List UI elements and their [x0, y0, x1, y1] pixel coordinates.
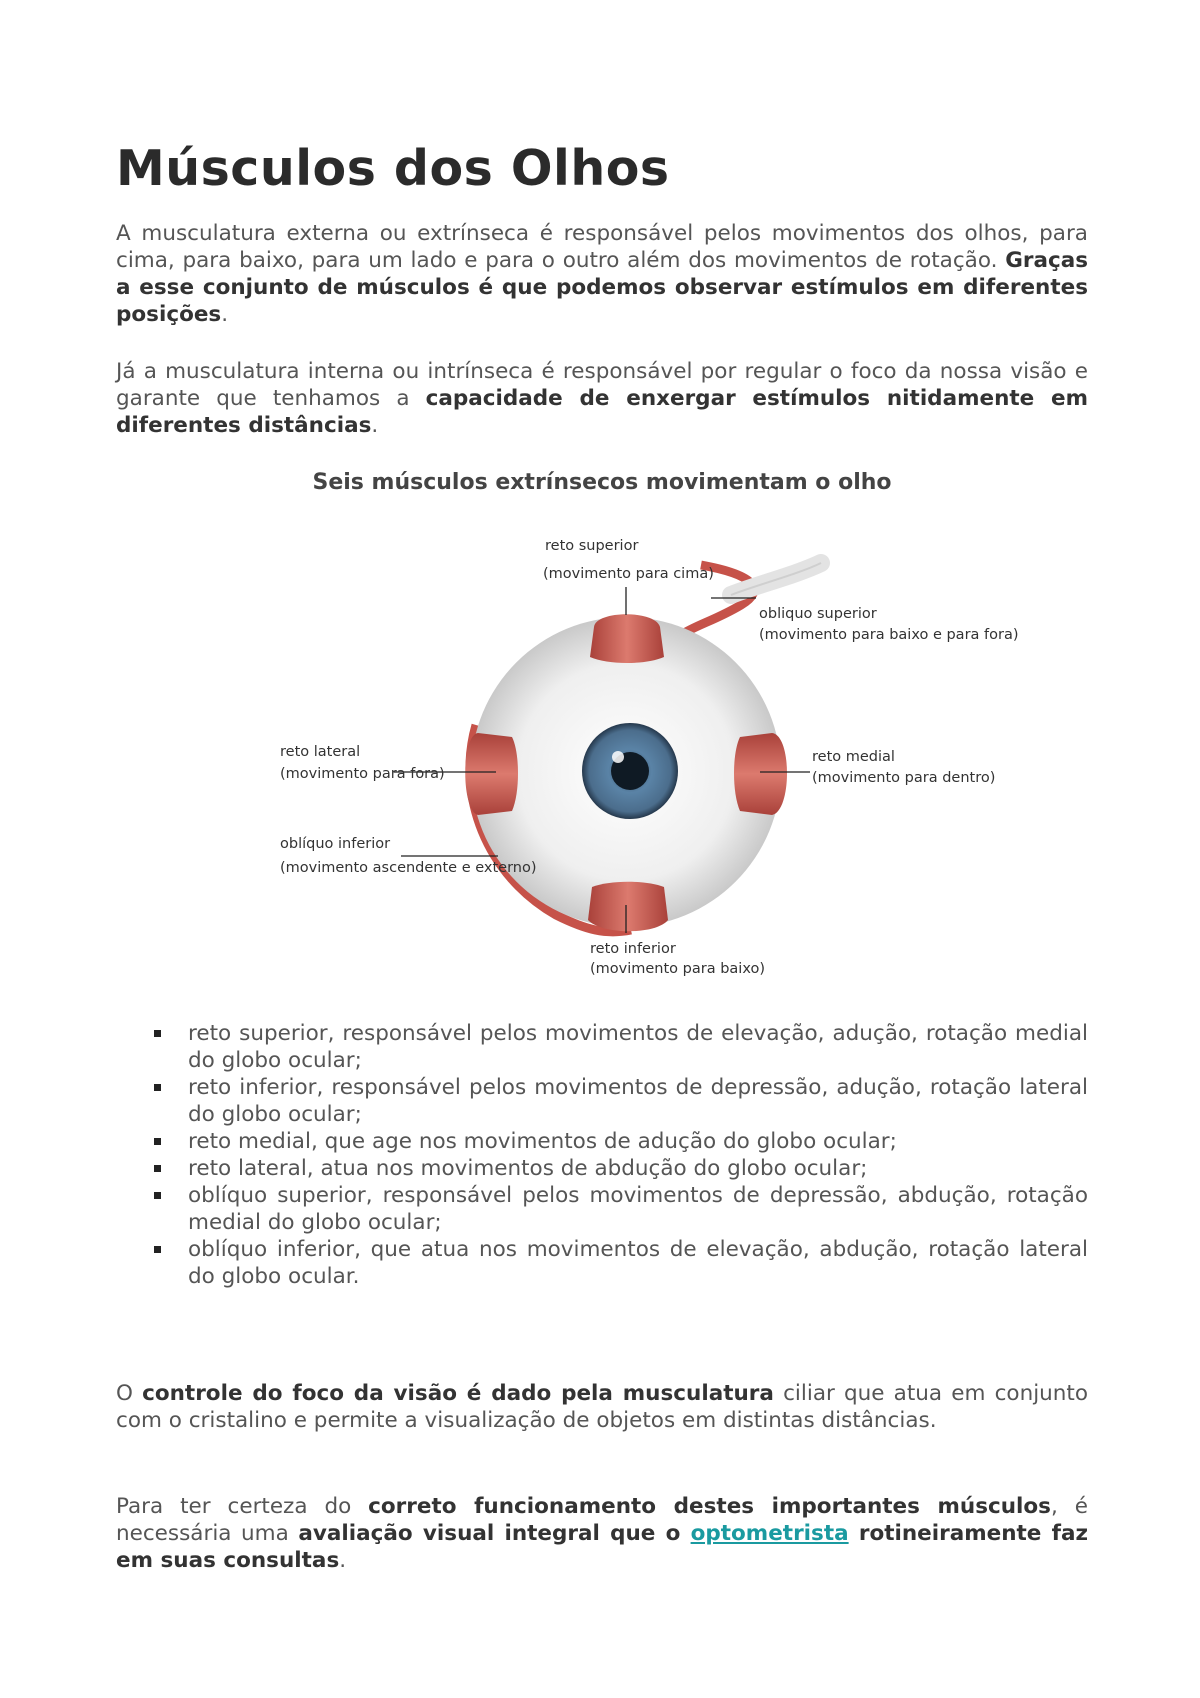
paragraph-optometrist	[116, 1493, 1088, 1574]
list-item	[116, 1020, 1088, 1074]
bullet-icon	[154, 1192, 161, 1199]
paragraph-focus-control	[116, 1380, 1088, 1434]
list-item-text: reto superior, responsável pelos movimentos de elevação, adução, rotação medial do globo ocular;	[188, 1021, 1088, 1073]
bullet-icon	[154, 1030, 161, 1037]
list-item	[116, 1182, 1088, 1236]
bullet-icon	[154, 1246, 161, 1253]
label-reto-inferior-mov: (movimento para baixo)	[590, 961, 765, 977]
paragraph-text: ciliar que atua em conjunto com o cristalino e permite a visualização de objetos em distintas distâncias.	[116, 1381, 1089, 1433]
paragraph-bold: Graças a esse conjunto de músculos é que podemos observar estímulos em diferentes posições	[116, 248, 1088, 327]
paragraph-bold-3: rotineiramente faz em suas consultas	[116, 1521, 1088, 1573]
label-reto-superior-mov: (movimento para cima)	[543, 566, 714, 582]
bullet-icon	[154, 1165, 161, 1172]
list-item	[116, 1128, 1088, 1155]
section-subtitle: Seis músculos extrínsecos movimentam o olho	[312, 470, 892, 495]
reto-lateral-muscle	[465, 733, 518, 815]
muscle-list	[116, 1020, 1088, 1290]
reto-inferior-muscle	[588, 882, 668, 932]
paragraph-end: .	[371, 413, 379, 438]
list-item	[116, 1074, 1088, 1128]
bullet-icon	[154, 1138, 161, 1145]
bullet-icon	[154, 1084, 161, 1091]
reto-superior-muscle	[590, 614, 664, 663]
paragraph-extrinsic	[116, 220, 1088, 328]
label-reto-medial: reto medial	[812, 749, 895, 765]
list-item	[116, 1236, 1088, 1290]
list-item-text: reto lateral, atua nos movimentos de abdução do globo ocular;	[188, 1156, 868, 1181]
paragraph-start: Para ter certeza do	[116, 1494, 369, 1519]
paragraph-start: O	[116, 1381, 143, 1406]
label-obliquo-superior: obliquo superior	[759, 606, 877, 622]
list-item-text: reto inferior, responsável pelos movimentos de depressão, adução, rotação lateral do globo ocular;	[188, 1075, 1088, 1127]
list-item	[116, 1155, 1088, 1182]
list-item-text: oblíquo inferior, que atua nos movimentos de elevação, abdução, rotação lateral do globo ocular.	[188, 1237, 1088, 1289]
label-reto-lateral: reto lateral	[280, 744, 361, 760]
label-obliquo-inferior: oblíquo inferior	[280, 836, 391, 852]
paragraph-bold: controle do foco da visão é dado pela musculatura	[142, 1381, 774, 1406]
paragraph-bold-2: avaliação visual integral que o	[298, 1521, 691, 1546]
label-reto-medial-mov: (movimento para dentro)	[812, 770, 996, 786]
optometrista-link[interactable]: optometrista	[690, 1521, 849, 1546]
label-obliquo-inferior-mov: (movimento ascendente e externo)	[280, 860, 537, 876]
label-reto-lateral-mov: (movimento para fora)	[280, 766, 445, 782]
paragraph-end: .	[221, 302, 229, 327]
eye-muscles-diagram	[156, 535, 1056, 995]
list-item-text: oblíquo superior, responsável pelos movimentos de depressão, abdução, rotação medial do globo ocular;	[188, 1183, 1088, 1235]
paragraph-intrinsic	[116, 358, 1088, 439]
page-title: Músculos dos Olhos	[116, 140, 670, 197]
paragraph-end: .	[339, 1548, 347, 1573]
label-reto-inferior: reto inferior	[590, 941, 676, 957]
paragraph-text: Já a musculatura interna ou intrínseca é responsável por regular o foco da nossa visão e garante que tenhamos a	[116, 359, 1088, 411]
label-reto-superior: reto superior	[545, 538, 639, 554]
list-item-text: reto medial, que age nos movimentos de adução do globo ocular;	[188, 1129, 897, 1154]
label-obliquo-superior-mov: (movimento para baixo e para fora)	[759, 627, 1019, 643]
iris-highlight	[612, 751, 624, 763]
reto-medial-muscle	[734, 733, 787, 815]
paragraph-bold: capacidade de enxergar estímulos nitidamente em diferentes distâncias	[116, 386, 1088, 438]
paragraph-text: A musculatura externa ou extrínseca é responsável pelos movimentos dos olhos, para cima, para baixo, para um lado e para o outro além dos movimentos de rotação.	[116, 221, 1088, 273]
paragraph-mid: , é necessária uma	[116, 1494, 1088, 1546]
paragraph-bold-1: correto funcionamento destes importantes músculos	[368, 1494, 1051, 1519]
